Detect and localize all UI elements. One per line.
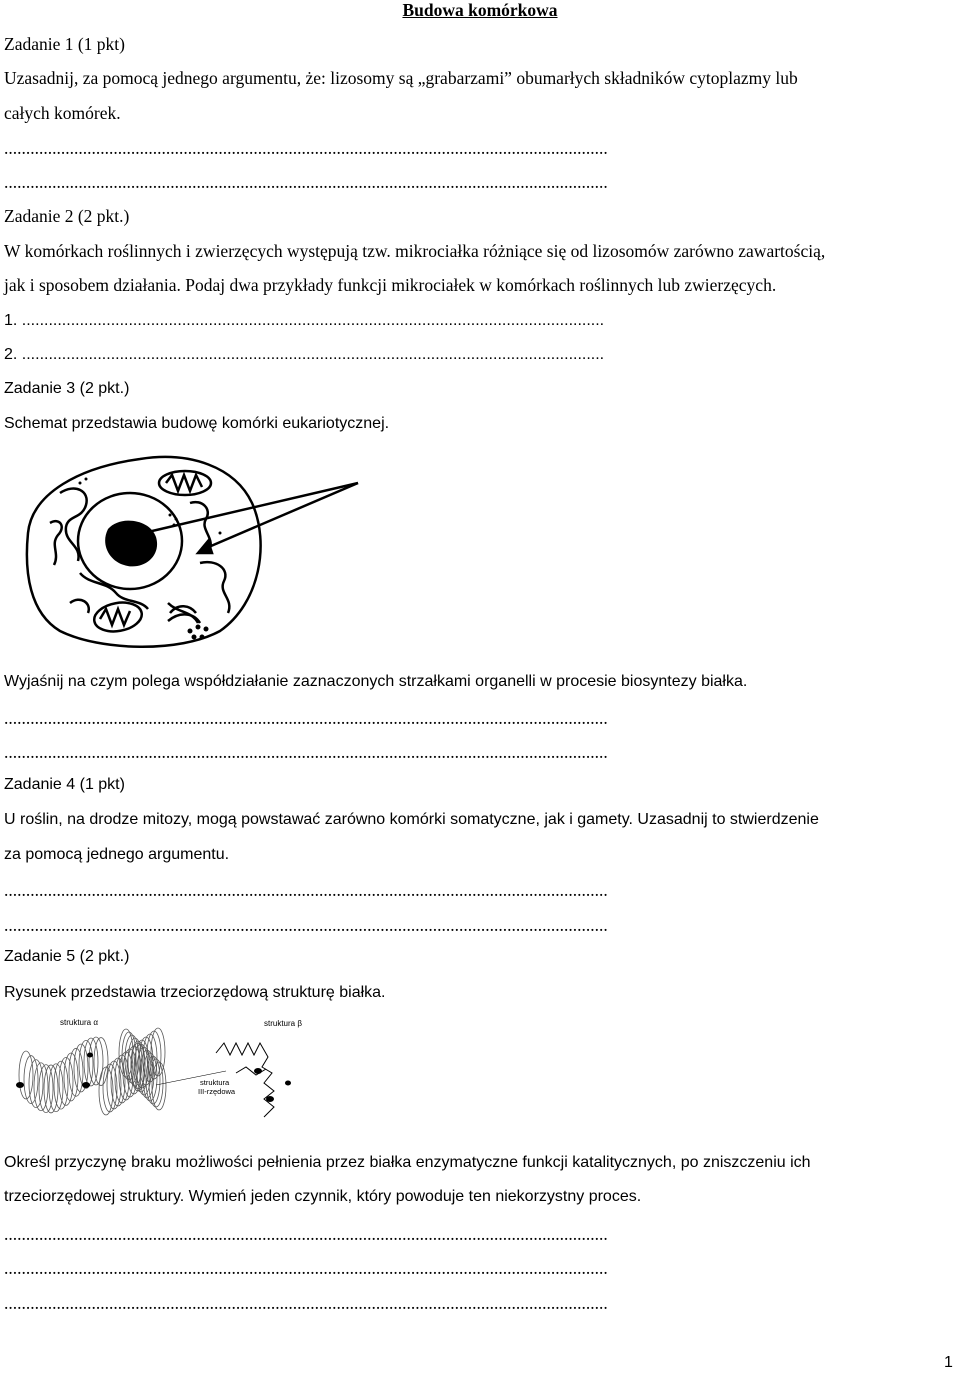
label-alpha: struktura α xyxy=(60,1018,98,1027)
answer-line: .......................................................................................................................................... xyxy=(4,742,608,762)
task2-answer-1: 1. ................................................................................................................................... xyxy=(4,312,605,329)
eukaryotic-cell-diagram xyxy=(20,453,365,653)
task4-text-line1: U roślin, na drodze mitozy, mogą powstawać zarówno komórki somatyczne, jak i gamety. Uzasadnij to stwierdzenie xyxy=(4,811,819,828)
answer-line: .......................................................................................................................................... xyxy=(4,1258,608,1278)
answer-line: .......................................................................................................................................... xyxy=(4,138,608,158)
helix-coil xyxy=(24,1056,38,1104)
task1-text-line1: Uzasadnij, za pomocą jednego argumentu, że: lizosomy są „grabarzami” obumarłych składników cytoplazmy lub xyxy=(4,68,798,88)
helix-coil xyxy=(69,1048,83,1096)
task4-text-line2: za pomocą jednego argumentu. xyxy=(4,846,230,863)
helix-coil xyxy=(29,1060,43,1108)
label-tertiary: struktura III-rzędowa xyxy=(198,1078,236,1096)
task5-text-line1: Rysunek przedstawia trzeciorzędową strukturę białka. xyxy=(4,984,386,1001)
task2-header: Zadanie 2 (2 pkt.) xyxy=(4,206,130,226)
helix-coil xyxy=(79,1040,93,1088)
page-number: 1 xyxy=(944,1354,953,1371)
helix-coil xyxy=(34,1063,48,1111)
answer-line: .......................................................................................................................................... xyxy=(4,915,608,935)
answer-line: .......................................................................................................................................... xyxy=(4,708,608,728)
answer-line: .......................................................................................................................................... xyxy=(4,880,608,900)
task1-text-line2: całych komórek. xyxy=(4,103,121,123)
page-title: Budowa komórkowa xyxy=(402,0,558,20)
helix-coil xyxy=(64,1053,78,1101)
task5-text-line3: trzeciorzędowej struktury. Wymień jeden czynnik, który powoduje ten niekorzystny proces. xyxy=(4,1188,642,1205)
task2-answer-2: 2. ................................................................................................................................... xyxy=(4,346,605,363)
task3-text-line1: Schemat przedstawia budowę komórki eukariotycznej. xyxy=(4,415,390,432)
task1-header: Zadanie 1 (1 pkt) xyxy=(4,34,125,54)
answer-line: .......................................................................................................................................... xyxy=(4,1293,608,1313)
task2-text-line2: jak i sposobem działania. Podaj dwa przykłady funkcji mikrociałek w komórkach roślinnych lub zwierzęcych. xyxy=(4,275,777,295)
task2-text-line1: W komórkach roślinnych i zwierzęcych występują tzw. mikrociałka różniące się od lizosomów zarówno zawartością, xyxy=(4,241,826,261)
label-beta: struktura β xyxy=(264,1019,302,1028)
task4-header: Zadanie 4 (1 pkt) xyxy=(4,776,125,793)
protein-structure-diagram xyxy=(6,1013,351,1138)
task3-text-line2: Wyjaśnij na czym polega współdziałanie zaznaczonych strzałkami organelli w procesie biosyntezy białka. xyxy=(4,673,748,690)
answer-line: .......................................................................................................................................... xyxy=(4,172,608,192)
task3-header: Zadanie 3 (2 pkt.) xyxy=(4,380,130,397)
helix-coil xyxy=(59,1057,73,1105)
task5-text-line2: Określ przyczynę braku możliwości pełnienia przez białka enzymatyczne funkcji katalitycznych, po zniszczeniu ich xyxy=(4,1154,811,1171)
answer-line: .......................................................................................................................................... xyxy=(4,1224,608,1244)
helix-coil xyxy=(54,1061,68,1109)
task5-header: Zadanie 5 (2 pkt.) xyxy=(4,948,130,965)
helix-coil xyxy=(19,1051,33,1099)
